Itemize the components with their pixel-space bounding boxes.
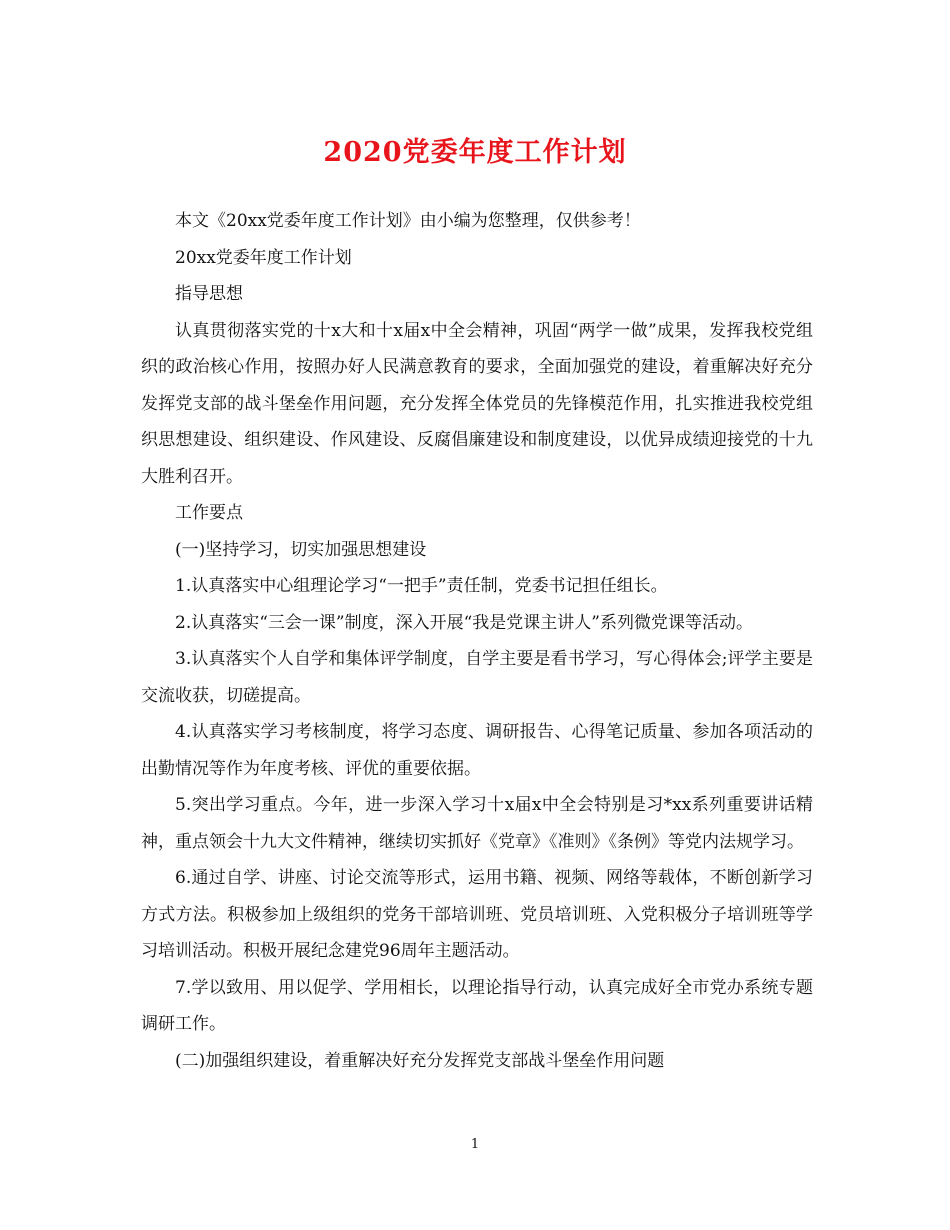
list-item-3: 3.认真落实个人自学和集体评学制度，自学主要是看书学习，写心得体会;评学主要是交流收获，切磋提高。: [141, 649, 813, 706]
list-item-1: 1.认真落实中心组理论学习“一把手”责任制，党委书记担任组长。: [175, 576, 668, 596]
paragraph-guiding-ideology: 认真贯彻落实党的十x大和十x届x中全会精神，巩固“两学一做”成果，发挥我校党组织的政治核心作用，按照办好人民满意教育的要求，全面加强党的建设，着重解决好充分发挥党支部的战斗堡垒作用问题，充分发挥全体党员的先锋模范作用，扎实推进我校党组织思想建设、组织建设、作风建设、反腐倡廉建设和制度建设，以优异成绩迎接党的十九大胜利召开。: [141, 320, 813, 487]
section-heading-1: (一)坚持学习，切实加强思想建设: [175, 539, 427, 560]
list-item-5: 5.突出学习重点。今年，进一步深入学习十x届x中全会特别是习*xx系列重要讲话精神，重点领会十九大文件精神，继续切实抓好《党章》《准则》《条例》等党内法规学习。: [141, 795, 813, 852]
document-body: [141, 203, 813, 1079]
heading-guiding-ideology: 指导思想: [175, 284, 243, 304]
paragraph-intro: 本文《20xx党委年度工作计划》由小编为您整理，仅供参考！: [175, 211, 641, 231]
list-item-7: 7.学以致用、用以促学、学用相长，以理论指导行动，认真完成好全市党办系统专题调研工作。: [141, 977, 813, 1034]
list-item-2: 2.认真落实“三会一课”制度，深入开展“我是党课主讲人”系列微党课等活动。: [175, 612, 753, 633]
list-item-4: 4.认真落实学习考核制度，将学习态度、调研报告、心得笔记质量、参加各项活动的出勤情况等作为年度考核、评优的重要依据。: [141, 722, 813, 779]
page-number: 1: [470, 1137, 480, 1152]
paragraph-subtitle: 20xx党委年度工作计划: [175, 247, 352, 268]
heading-work-points: 工作要点: [175, 503, 243, 523]
section-heading-2: (二)加强组织建设，着重解决好充分发挥党支部战斗堡垒作用问题: [175, 1050, 665, 1071]
list-item-6: 6.通过自学、讲座、讨论交流等形式，运用书籍、视频、网络等载体，不断创新学习方式方法。积极参加上级组织的党务干部培训班、党员培训班、入党积极分子培训班等学习培训活动。积极开展纪念建党96周年主题活动。: [141, 868, 813, 961]
document-title: 2020党委年度工作计划: [323, 137, 627, 168]
